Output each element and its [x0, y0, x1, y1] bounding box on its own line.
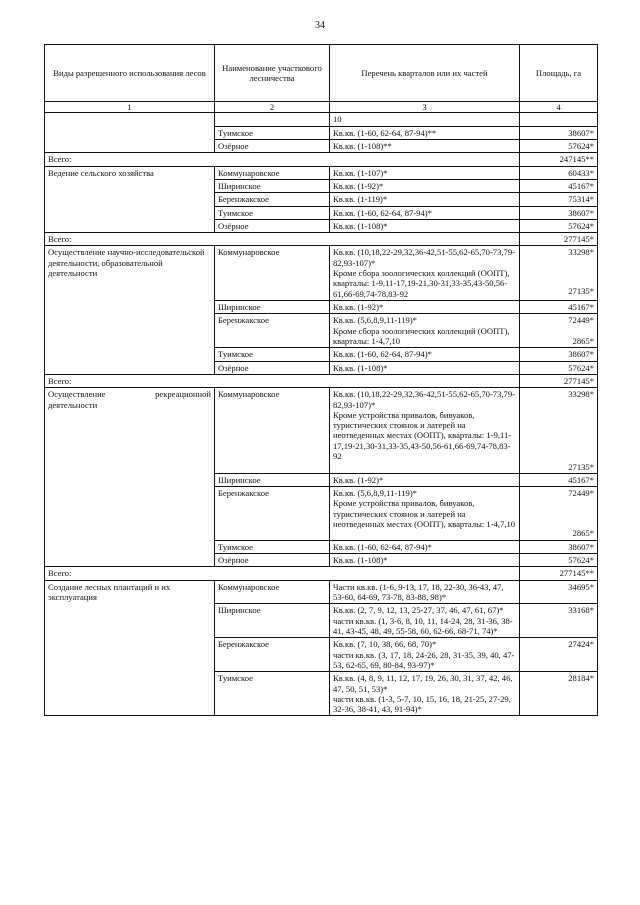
forestry-cell: Ширинское	[215, 179, 330, 192]
total-label: Всего:	[45, 233, 520, 246]
forestry-cell: Туимское	[215, 206, 330, 219]
total-label: Всего:	[45, 374, 520, 387]
table-row	[45, 166, 598, 179]
quarters-cell	[330, 604, 520, 638]
carry-marker: 10	[330, 113, 520, 126]
table-row	[45, 113, 598, 126]
partial-quarters-text: части кв.кв. (1, 3-6, 8, 10, 11, 14-24, 28, 31-36, 38-41, 43-45, 48, 49, 55-58, 60, 62-66, 68-71, 74)*	[333, 615, 513, 636]
area-cell: 38607*	[520, 540, 598, 553]
area-cell: 38607*	[520, 348, 598, 361]
area-cell: 34695*	[520, 580, 598, 604]
forestry-cell: Ширинское	[215, 473, 330, 486]
quarters-cell: Кв.кв. (1-92)*	[330, 473, 520, 486]
quarters-text: Кв.кв. (5,6,8,9,11-119)*	[333, 315, 417, 326]
table-row	[45, 388, 598, 474]
quarters-cell	[330, 487, 520, 541]
forestry-cell: Озёрное	[215, 139, 330, 152]
column-number: 2	[215, 102, 330, 113]
quarters-cell	[330, 638, 520, 672]
use-type-cell: Создание лесных плантаций и их эксплуатация	[45, 580, 215, 716]
exception-text: Кроме устройства привалов, бивуаков, туристических стоянок и латерей на неотведенных местах (ООПТ), кварталы: 1-9,11-17,19-21,30-31,33-35,43-50,56-61,66-69,74-78,83-92	[333, 409, 512, 462]
use-type-cell: Осуществление научно-исследовательской деятельности, образовательной деятельности	[45, 246, 215, 374]
exception-text: Кроме сбора зоологических коллекций (ООПТ), кварталы: 1-4,7,10	[333, 325, 510, 346]
quarters-cell: Кв.кв. (1-108)*	[330, 219, 520, 232]
total-value: 277145*	[520, 233, 598, 246]
forestry-cell: Озёрное	[215, 554, 330, 567]
table-header-row	[45, 45, 598, 102]
quarters-text: Кв.кв. (10,18,22-29,32,36-42,51-55,62-65,70-73,79-82,93-107)*	[333, 389, 516, 410]
quarters-cell	[330, 246, 520, 301]
use-type-cell	[45, 113, 215, 153]
area-value: 2865*	[572, 335, 594, 346]
quarters-cell: Кв.кв. (1-108)**	[330, 139, 520, 152]
quarters-cell: Кв.кв. (1-119)*	[330, 193, 520, 206]
area-cell	[520, 246, 598, 301]
area-cell: 38607*	[520, 206, 598, 219]
header-use-type: Виды разрешенного использования лесов	[45, 45, 215, 102]
area-cell: 57624*	[520, 219, 598, 232]
area-cell: 45167*	[520, 473, 598, 486]
column-number: 4	[520, 102, 598, 113]
area-value: 27135*	[568, 461, 594, 472]
area-cell: 45167*	[520, 179, 598, 192]
quarters-cell: Кв.кв. (1-60, 62-64, 87-94)*	[330, 348, 520, 361]
page-number: 34	[315, 20, 325, 31]
quarters-text: Кв.кв. (2, 7, 9, 12, 13, 25-27, 37, 46, 47, 61, 67)*	[333, 605, 504, 616]
forestry-cell: Ширинское	[215, 301, 330, 314]
column-number: 3	[330, 102, 520, 113]
forestry-cell: Туимское	[215, 348, 330, 361]
total-label: Всего:	[45, 153, 520, 166]
table-row	[45, 246, 598, 301]
table-row	[45, 580, 598, 604]
area-cell	[520, 113, 598, 126]
forestry-cell: Коммунаровское	[215, 166, 330, 179]
forestry-cell: Беренжакское	[215, 638, 330, 672]
quarters-cell: Кв.кв. (1-92)*	[330, 301, 520, 314]
area-cell: 45167*	[520, 301, 598, 314]
header-quarters: Перечень кварталов или их частей	[330, 45, 520, 102]
area-cell: 60433*	[520, 166, 598, 179]
area-cell: 33168*	[520, 604, 598, 638]
quarters-text: Кв.кв. (10,18,22-29,32,36-42,51-55,62-65,70-73,79-82,93-107)*	[333, 247, 516, 268]
partial-quarters-text: части кв.кв. (3, 17, 18, 24-26, 28, 31-35, 39, 40, 47-53, 62-65, 69, 80-84, 93-97)*	[333, 649, 515, 670]
forestry-cell: Коммунаровское	[215, 580, 330, 604]
area-cell: 57624*	[520, 554, 598, 567]
partial-quarters-text: части кв.кв. (1-3, 5-7, 10, 15, 16, 18, 21-25, 27-29, 32-36, 38-41, 43, 91-94)*	[333, 693, 511, 715]
area-cell	[520, 314, 598, 348]
area-cell: 57624*	[520, 139, 598, 152]
area-cell: 75314*	[520, 193, 598, 206]
quarters-cell	[330, 672, 520, 716]
area-value: 72449*	[568, 488, 594, 499]
area-value: 27135*	[568, 285, 594, 296]
header-forestry: Наименование участкового лесничества	[215, 45, 330, 102]
quarters-cell: Кв.кв. (1-107)*	[330, 166, 520, 179]
quarters-cell	[330, 314, 520, 348]
area-value: 33298*	[568, 389, 594, 400]
forestry-cell: Туимское	[215, 126, 330, 139]
header-area: Площадь, га	[520, 45, 598, 102]
use-type-cell: Осуществление рекреационной деятельности	[45, 388, 215, 567]
total-label: Всего:	[45, 567, 520, 580]
quarters-cell: Кв.кв. (1-108)*	[330, 554, 520, 567]
quarters-cell: Кв.кв. (1-92)*	[330, 179, 520, 192]
area-cell: 28184*	[520, 672, 598, 716]
area-value: 33298*	[568, 247, 594, 258]
area-cell	[520, 388, 598, 474]
quarters-cell: Кв.кв. (1-60, 62-64, 87-94)**	[330, 126, 520, 139]
area-value: 2865*	[572, 528, 594, 539]
total-row	[45, 567, 598, 580]
total-value: 277145**	[520, 567, 598, 580]
forestry-cell: Озёрное	[215, 219, 330, 232]
quarters-cell: Кв.кв. (1-60, 62-64, 87-94)*	[330, 206, 520, 219]
forestry-cell: Озёрное	[215, 361, 330, 374]
quarters-cell: Части кв.кв. (1-6, 9-13, 17, 18, 22-30, 36-43, 47, 53-60, 64-69, 73-78, 83-88, 98)*	[330, 580, 520, 604]
area-cell	[520, 487, 598, 541]
area-cell: 57624*	[520, 361, 598, 374]
total-value: 277145*	[520, 374, 598, 387]
forest-use-table	[44, 44, 598, 716]
total-row	[45, 153, 598, 166]
quarters-cell	[330, 388, 520, 474]
forestry-cell: Беренжакское	[215, 487, 330, 541]
exception-text: Кроме сбора зоологических коллекций (ООПТ), кварталы: 1-9,11-17,19-21,30-31,33-35,43-50,56-61,66-69,74-78,83-92	[333, 268, 510, 299]
quarters-text: Кв.кв. (5,6,8,9,11-119)*	[333, 488, 417, 499]
forestry-cell: Беренжакское	[215, 193, 330, 206]
forestry-cell: Туимское	[215, 540, 330, 553]
total-row	[45, 233, 598, 246]
column-number-row	[45, 102, 598, 113]
area-value: 72449*	[568, 315, 594, 326]
quarters-text: Кв.кв. (7, 10, 38, 66, 68, 70)*	[333, 639, 437, 650]
forestry-cell: Коммунаровское	[215, 246, 330, 301]
forestry-cell: Ширинское	[215, 604, 330, 638]
quarters-text: Кв.кв. (4, 8, 9, 11, 12, 17, 19, 26, 30, 31, 37, 42, 46, 47, 50, 51, 53)*	[333, 673, 513, 694]
quarters-cell: Кв.кв. (1-60, 62-64, 87-94)*	[330, 540, 520, 553]
forestry-cell: Туимское	[215, 672, 330, 716]
column-number: 1	[45, 102, 215, 113]
exception-text: Кроме устройства привалов, бивуаков, туристических стоянок и латерей на неотведенных местах (ООПТ), кварталы: 1-4,7,10	[333, 498, 516, 530]
forestry-cell: Беренжакское	[215, 314, 330, 348]
forestry-cell	[215, 113, 330, 126]
area-cell: 27424*	[520, 638, 598, 672]
area-cell: 38607*	[520, 126, 598, 139]
total-row	[45, 374, 598, 387]
use-type-cell: Ведение сельского хозяйства	[45, 166, 215, 233]
total-value: 247145**	[520, 153, 598, 166]
forestry-cell: Коммунаровское	[215, 388, 330, 474]
quarters-cell: Кв.кв. (1-108)*	[330, 361, 520, 374]
